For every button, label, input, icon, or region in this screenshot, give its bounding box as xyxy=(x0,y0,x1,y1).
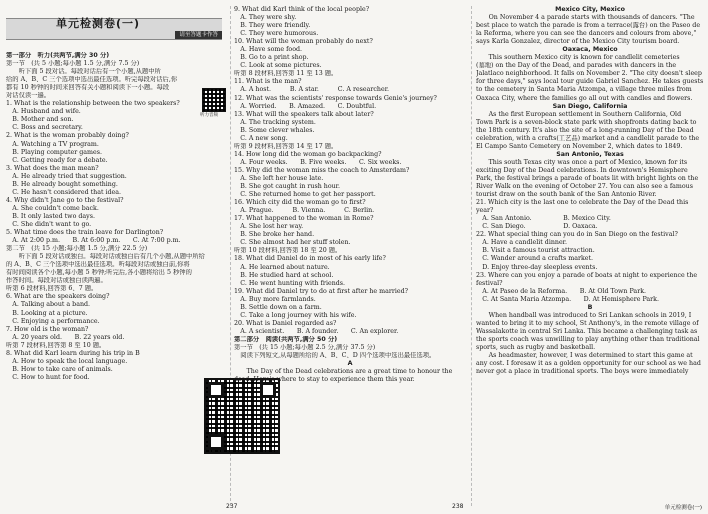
text-line: B xyxy=(587,303,593,311)
text-line: A. San Antonio. B. Mexico City. xyxy=(476,215,611,223)
text-line: C. How to hunt for food. xyxy=(6,373,90,381)
text-line: C. They were humorous. xyxy=(234,30,319,38)
text-line: A. A host. B. A star. C. A researcher. xyxy=(234,86,390,94)
text-line: tourist draw on the south bank of the San Antonio River. xyxy=(476,191,657,199)
text-line: 5. What time does the train leave for Darlington? xyxy=(6,229,164,237)
text-line: 第二部分 阅读(共两节,满分 50 分) xyxy=(234,335,338,343)
right-column xyxy=(476,6,704,376)
text-line: 6. What are the speakers doing? xyxy=(6,293,110,301)
text-line: C. A new song. xyxy=(234,134,288,142)
text-line: D. Enjoy three-day sleepless events. xyxy=(476,263,598,271)
middle-column xyxy=(234,6,466,384)
text-line: for three days," says local tour guide Gabriel Sanchez. He takes guests xyxy=(476,78,704,86)
text-line: A. Talking about a band. xyxy=(6,301,91,309)
text-line: C. Enjoying a performance. xyxy=(6,317,100,325)
text-line: (墓地) on the Day of the Dead, and parades with dancers in the xyxy=(476,62,677,70)
text-line: A. Have some food. xyxy=(234,46,303,54)
text-line: A. The tracking system. xyxy=(234,118,316,126)
text-line: B. They were friendly. xyxy=(234,22,311,30)
text-line: 第一节 (共 15 小题;每小题 2.5 分,满分 37.5 分) xyxy=(234,343,376,351)
footer-tag: 单元检测卷(一) xyxy=(664,505,702,511)
text-line: B. Some clever whales. xyxy=(234,126,315,134)
text-line: 13. What will the speakers talk about later? xyxy=(234,110,374,118)
text-line: C. He hasn't considered that idea. xyxy=(6,188,122,196)
text-line: A. Husband and wife. xyxy=(6,108,81,116)
text-line: Wassalakotte in central Sri Lanka. This became a challenging task as xyxy=(476,327,698,335)
text-line: 1. What is the relationship between the two speakers? xyxy=(6,100,180,108)
text-line: A. Prague. B. Vienna. C. Berlin. xyxy=(234,207,375,215)
text-line: A. At 2:00 p.m. B. At 6:00 p.m. C. At 7:00 p.m. xyxy=(6,237,181,245)
text-line: 11. What is the man? xyxy=(234,78,302,86)
text-line: C. San Diego. D. Oaxaca. xyxy=(476,223,598,231)
text-line: As headmaster, however, I was determined to start this game at xyxy=(476,352,693,360)
text-line: says Karla Gonzalez, director of the Mexico City tourism board. xyxy=(476,38,680,46)
text-line: C. She almost had her stuff stolen. xyxy=(234,239,351,247)
text-line: 2. What is the woman probably doing? xyxy=(6,132,129,140)
text-line: 听第 9 段材料,回答第 14 至 17 题。 xyxy=(234,142,338,150)
text-line: 19. What did Daniel try to do at first after he married? xyxy=(234,287,409,295)
text-line: 7. How old is the woman? xyxy=(6,325,89,333)
text-line: Town Park is a seven-block state park with shopfronts dating back to xyxy=(476,118,697,126)
text-line: 14. How long did the woman go backpacking? xyxy=(234,150,382,158)
qr-finder xyxy=(208,382,224,398)
text-line: 17. What happened to the woman in Rome? xyxy=(234,215,374,223)
qr-finder xyxy=(260,382,276,398)
text-line: A. Buy more farmlands. xyxy=(234,295,316,303)
text-line: C. Wander around a crafts market. xyxy=(476,255,594,263)
text-line: 听下面 5 段对话。每段对话后有一个小题,从题中所 xyxy=(6,68,161,76)
text-line: dead. Here's where to stay to experience them this year. xyxy=(234,376,415,384)
text-line: Jalatlaco neighborhood. It falls on November 2. "The city doesn't sleep xyxy=(476,70,702,78)
text-line: 10. What will the woman probably do next? xyxy=(234,38,373,46)
text-line: A. Four weeks. B. Five weeks. C. Six weeks. xyxy=(234,158,402,166)
text-line: 20. What is Daniel regarded as? xyxy=(234,319,337,327)
text-line: A. Watching a TV program. xyxy=(6,140,99,148)
audio-qr-code[interactable] xyxy=(202,88,226,112)
text-line: Mexico City, Mexico xyxy=(555,6,625,13)
text-line: C. At Santa Maria Atzompa. D. At Hemisphere Park. xyxy=(476,295,659,303)
left-column xyxy=(6,6,228,382)
right-column-text xyxy=(476,6,704,376)
text-line: 8. What did Karl learn during his trip in B xyxy=(6,349,140,357)
text-line: 有时间阅读各个小题,每小题 5 秒钟;听完后,各小题将给出 5 秒钟的 xyxy=(6,269,192,277)
exam-header xyxy=(6,6,228,52)
text-line: 第一节 (共 5 小题;每小题 1.5 分,满分 7.5 分) xyxy=(6,60,140,68)
text-line: The Day of the Dead celebrations are a great time to honour the xyxy=(234,368,453,376)
text-line: 给的 A、B、C 三个选项中选出最佳选项。听完每段对话后,你 xyxy=(6,76,178,84)
text-line: 听第 7 段材料,回答第 8 至 10 题。 xyxy=(6,341,106,349)
text-line: the sports coach was unwilling to play anything other than traditional xyxy=(476,335,700,343)
text-line: 作答时间。每段对话或独白读两遍。 xyxy=(6,277,107,285)
text-line: 听第 6 段材料,回答第 6、7 题。 xyxy=(6,285,98,293)
text-line: 4. Why didn't Jane go to the festival? xyxy=(6,196,124,204)
qr-finder xyxy=(208,434,224,450)
text-line: When handball was introduced to Sri Lankan schools in 2019, I xyxy=(476,311,692,319)
text-line: 听下面 5 段对话或独白。每段对话或独白后有几个小题,从题中所给 xyxy=(6,253,205,261)
text-line: This south Texas city was once a part of Mexico, known for its xyxy=(476,158,688,166)
text-line: A. They were shy. xyxy=(234,14,297,22)
page-number-left: 237 xyxy=(226,503,238,510)
text-line: River Walk on the evening of October 27. You can also see a famous xyxy=(476,183,693,191)
audio-qr-caption: 听力音频 xyxy=(200,113,218,118)
page-number-right: 238 xyxy=(452,503,464,510)
text-line: San Antonio, Texas xyxy=(556,150,624,158)
text-line: B. Go to a print shop. xyxy=(234,54,309,62)
text-line: 22. What special thing can you do in San Diego on the festival? xyxy=(476,231,678,239)
text-line: B. Looking at a picture. xyxy=(6,309,88,317)
text-line: This southern Mexico city is known for candlelit cemeteries xyxy=(476,54,680,62)
text-line: 16. Which city did the woman go to first? xyxy=(234,199,366,207)
text-line: never got a place in traditional sports. The boys were immediately xyxy=(476,368,689,376)
middle-column-text xyxy=(234,6,466,384)
text-line: 听第 8 段材料,回答第 11 至 13 题。 xyxy=(234,70,338,78)
text-line: 9. What did Karl think of the local people? xyxy=(234,6,370,13)
qr-code[interactable] xyxy=(204,378,280,454)
text-line: B. Playing computer games. xyxy=(6,148,102,156)
text-line: year? xyxy=(476,207,494,215)
text-line: C. Boss and secretary. xyxy=(6,124,83,132)
text-line: A xyxy=(347,360,353,368)
text-line: B. Mother and son. xyxy=(6,116,74,124)
text-line: C. She didn't want to go. xyxy=(6,220,92,228)
text-line: 3. What does the man mean? xyxy=(6,164,99,172)
text-line: 都有 10 秒钟的时间来回答有关小题和阅读下一小题。每段 xyxy=(6,84,170,92)
text-line: 23. Where can you enjoy a parade of boats at night to experience the xyxy=(476,271,698,279)
text-line: sports, such as rugby and basketball. xyxy=(476,343,596,351)
text-line: A. Have a candlelit dinner. xyxy=(476,239,568,247)
text-line: A. Worried. B. Amazed. C. Doubtful. xyxy=(234,102,377,110)
text-line: C. He went hunting with friends. xyxy=(234,279,346,287)
text-line: C. Getting ready for a debate. xyxy=(6,156,108,164)
text-line: festival? xyxy=(476,279,503,287)
text-line: A. How to speak the local language. xyxy=(6,357,128,365)
text-line: A. She couldn't come back. xyxy=(6,204,99,212)
text-line: 18. What did Daniel do in most of his early life? xyxy=(234,255,386,263)
text-line: 21. Which city is the last one to celebrate the Day of the Dead this xyxy=(476,199,689,207)
text-line: On November 4 a parade starts with thousands of dancers. "The xyxy=(476,14,695,22)
text-line: 对话仅读一遍。 xyxy=(6,92,51,100)
text-line: 听第 10 段材料,回答第 18 至 20 题。 xyxy=(234,247,342,255)
text-line: A. She left her house late. xyxy=(234,174,324,182)
answer-sheet-tag: 请至答题卡作答 xyxy=(175,31,222,39)
text-line: 第一部分 听力(共两节,满分 30 分) xyxy=(6,52,110,59)
exam-title: 单元检测卷(一) xyxy=(56,17,141,30)
text-line: 15. Why did the woman miss the coach to Amsterdam? xyxy=(234,166,410,174)
text-line: Oaxaca City, where the families go all out with candles and flowers. xyxy=(476,94,693,102)
text-line: B. She broke her hand. xyxy=(234,231,315,239)
text-line: El Campo Santo Cemetery on November 2, which dates to 1849. xyxy=(476,142,683,150)
column-divider xyxy=(471,6,472,506)
text-line: B. She got caught in rush hour. xyxy=(234,183,340,191)
text-line: the 18th century. It's also the site of a long-running Day of the Dead xyxy=(476,126,694,134)
text-line: A. At Paseo de la Reforma. B. At Old Town Park. xyxy=(476,287,647,295)
text-line: A. 20 years old. B. 22 years old. xyxy=(6,333,125,341)
left-column-text xyxy=(6,52,228,382)
text-line: A. A scientist. B. A founder. C. An explorer. xyxy=(234,327,399,335)
text-line: wanted to bring it to my school, St Anthony's, in the remote village of xyxy=(476,319,699,327)
text-line: A. She lost her way. xyxy=(234,223,304,231)
text-line: any cost. I foresaw it as a golden opportunity for our school as we had xyxy=(476,360,701,368)
text-line: 第二节 (共 15 小题;每小题 1.5 分,满分 22.5 分) xyxy=(6,245,148,253)
text-line: A. He already tried that suggestion. xyxy=(6,172,127,180)
text-line: B. Settle down on a farm. xyxy=(234,303,322,311)
text-line: C. Take a long journey with his wife. xyxy=(234,311,357,319)
text-line: to the cemetery in Santa Maria Atzompa, a village three miles from xyxy=(476,86,692,94)
text-line: C. Look at some pictures. xyxy=(234,62,322,70)
text-line: 12. What was the scientists' response towards Genie's journey? xyxy=(234,94,437,102)
text-line: Oaxaca, Mexico xyxy=(562,46,618,54)
text-line: exciting Day of the Dead celebrations. In downtown's Hemisphere xyxy=(476,166,688,174)
text-line: As the first European settlement in Southern California, Old xyxy=(476,110,682,118)
text-line: 阅读下列短文,从每题所给的 A、B、C、D 四个选项中选出最佳选项。 xyxy=(234,352,436,360)
text-line: 的 A、B、C 三个选项中选出最佳选项。听每段对话或独白前,你将 xyxy=(6,261,190,269)
text-line: B. He studied hard at school. xyxy=(234,271,334,279)
text-line: B. How to take care of animals. xyxy=(6,365,113,373)
text-line: celebration, with a crafts(工艺品) market and a candlelit parade to the xyxy=(476,134,700,142)
text-line: best place to watch the parade is from a terrace(露台) on the Paseo de xyxy=(476,22,701,30)
text-line: Park, the festival brings a parade of boats lit with bright lights on the xyxy=(476,174,699,182)
text-line: B. He already bought something. xyxy=(6,180,118,188)
text-line: B. Visit a famous tourist attraction. xyxy=(476,247,595,255)
text-line: la Reforma, where you can see the dancers and colours from above," xyxy=(476,30,697,38)
text-line: C. She returned home to get her passport. xyxy=(234,191,376,199)
text-line: B. It only lasted two days. xyxy=(6,212,95,220)
text-line: San Diego, California xyxy=(552,102,628,110)
text-line: A. He learned about nature. xyxy=(234,263,330,271)
